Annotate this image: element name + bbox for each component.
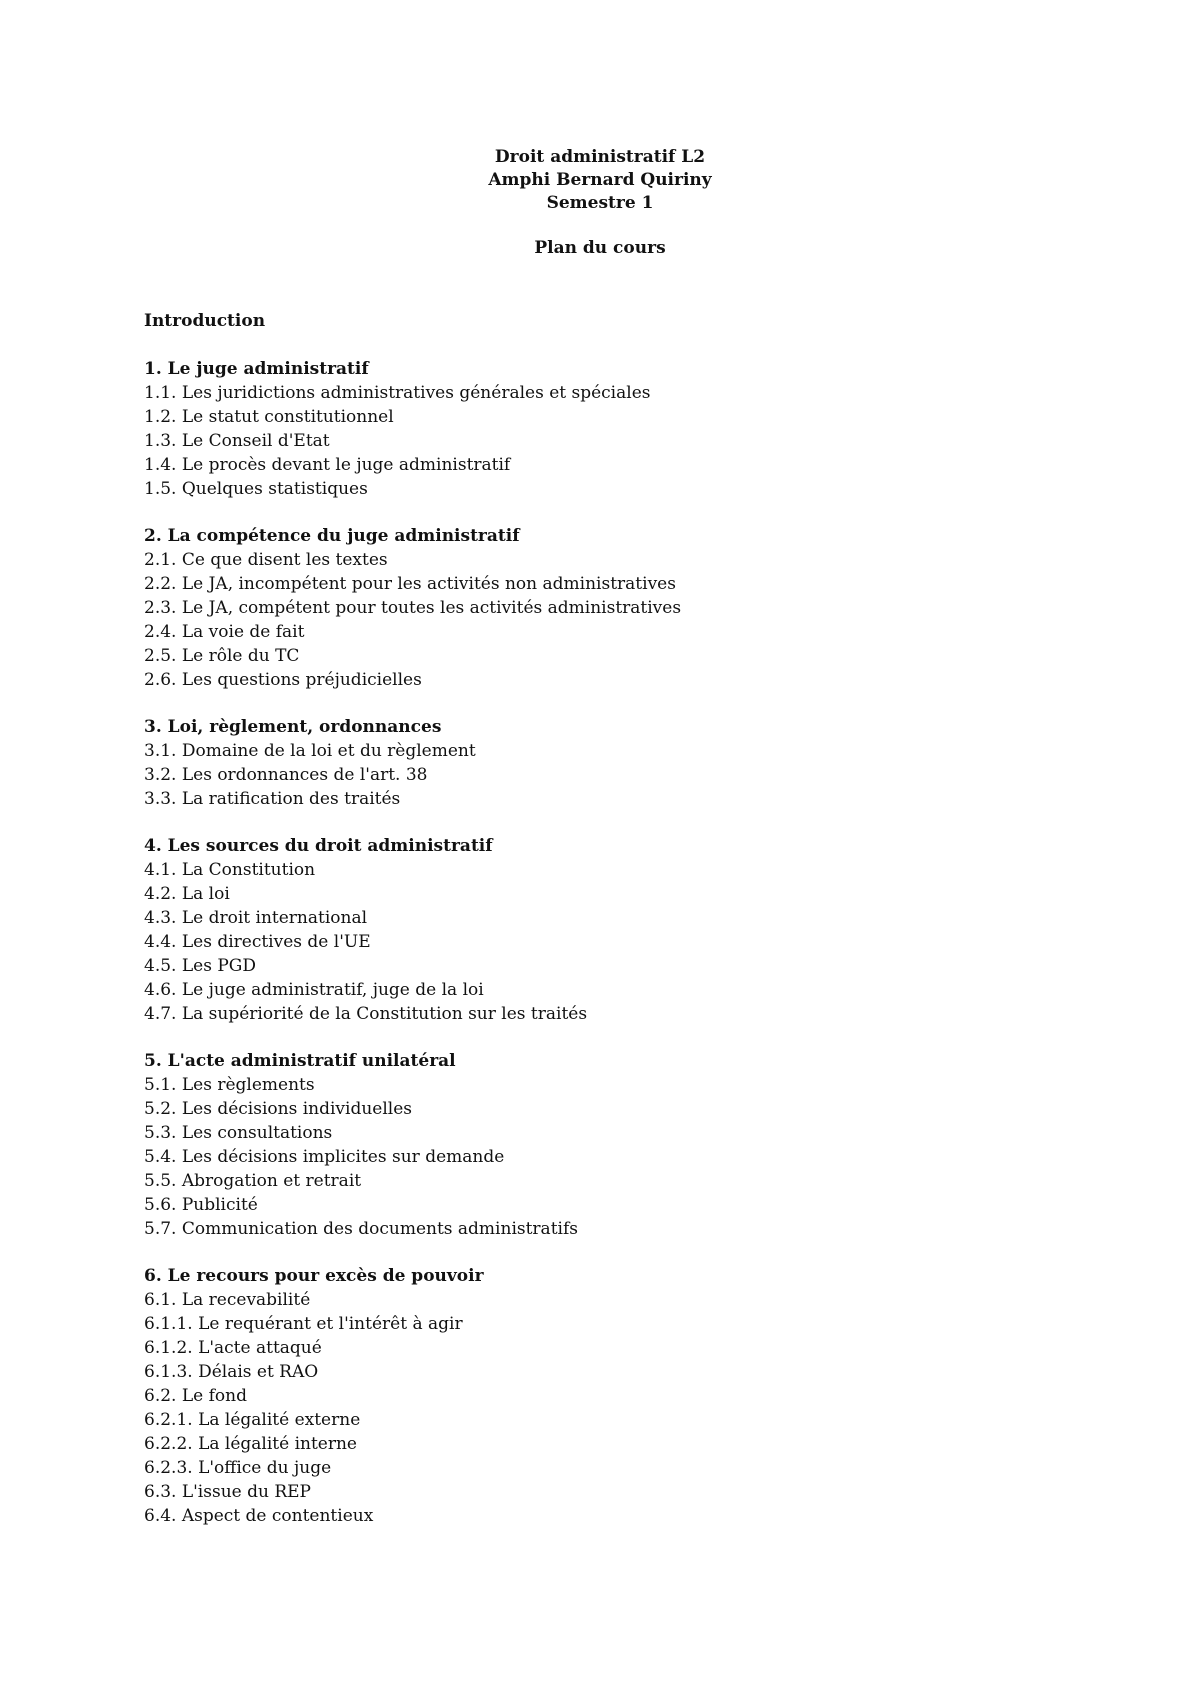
section-title: 4. Les sources du droit administratif (144, 836, 493, 856)
outline-item: 2.5. Le rôle du TC (144, 646, 300, 666)
outline-item: 3.3. La ratification des traités (144, 789, 401, 809)
section-title: 3. Loi, règlement, ordonnances (144, 717, 442, 737)
section-2 (144, 524, 1044, 692)
section-title: 1. Le juge administratif (144, 359, 369, 379)
outline-item: 2.6. Les questions préjudicielles (144, 670, 422, 690)
course-title: Droit administratif L2 (494, 147, 706, 167)
outline-item: 5.7. Communication des documents administratifs (144, 1219, 578, 1239)
outline-item: 5.1. Les règlements (144, 1075, 315, 1095)
outline-item: 1.1. Les juridictions administratives générales et spéciales (144, 383, 651, 403)
outline-item: 6.2.1. La légalité externe (144, 1410, 361, 1430)
section-3 (144, 715, 1044, 811)
outline-item: 6.4. Aspect de contentieux (144, 1506, 374, 1526)
outline-item: 3.2. Les ordonnances de l'art. 38 (144, 765, 428, 785)
outline-item: 2.2. Le JA, incompétent pour les activités non administratives (144, 574, 676, 594)
section-title: 5. L'acte administratif unilatéral (144, 1051, 456, 1071)
outline-item: 5.2. Les décisions individuelles (144, 1099, 412, 1119)
outline-item: 3.1. Domaine de la loi et du règlement (144, 741, 476, 761)
outline-item: 6.1.3. Délais et RAO (144, 1362, 319, 1382)
section-5 (144, 1049, 1044, 1241)
outline-item: 4.6. Le juge administratif, juge de la loi (144, 980, 484, 1000)
section-title: 2. La compétence du juge administratif (144, 526, 520, 546)
semester-line: Semestre 1 (546, 193, 654, 213)
introduction-heading: Introduction (144, 311, 266, 331)
document-header (0, 145, 1200, 260)
outline-item: 1.3. Le Conseil d'Etat (144, 431, 330, 451)
outline-item: 4.5. Les PGD (144, 956, 256, 976)
outline-item: 5.5. Abrogation et retrait (144, 1171, 362, 1191)
outline-item: 1.5. Quelques statistiques (144, 479, 368, 499)
lecturer-line: Amphi Bernard Quiriny (488, 170, 712, 190)
outline-item: 6.1.1. Le requérant et l'intérêt à agir (144, 1314, 463, 1334)
outline-item: 5.4. Les décisions implicites sur demande (144, 1147, 505, 1167)
outline-body (144, 309, 1044, 1551)
outline-item: 2.3. Le JA, compétent pour toutes les activités administratives (144, 598, 682, 618)
outline-item: 6.1.2. L'acte attaqué (144, 1338, 322, 1358)
outline-item: 4.3. Le droit international (144, 908, 368, 928)
outline-item: 4.7. La supériorité de la Constitution sur les traités (144, 1004, 588, 1024)
section-6 (144, 1264, 1044, 1528)
outline-item: 6.2.2. La légalité interne (144, 1434, 357, 1454)
section-1 (144, 357, 1044, 501)
outline-item: 4.1. La Constitution (144, 860, 316, 880)
outline-item: 1.2. Le statut constitutionnel (144, 407, 394, 427)
outline-item: 2.1. Ce que disent les textes (144, 550, 388, 570)
outline-item: 2.4. La voie de fait (144, 622, 305, 642)
outline-item: 4.2. La loi (144, 884, 230, 904)
outline-item: 6.3. L'issue du REP (144, 1482, 311, 1502)
outline-item: 5.6. Publicité (144, 1195, 258, 1215)
outline-item: 1.4. Le procès devant le juge administratif (144, 455, 511, 475)
section-title: 6. Le recours pour excès de pouvoir (144, 1266, 484, 1286)
outline-item: 5.3. Les consultations (144, 1123, 333, 1143)
outline-item: 4.4. Les directives de l'UE (144, 932, 371, 952)
section-4 (144, 834, 1044, 1026)
plan-heading: Plan du cours (534, 238, 666, 258)
outline-item: 6.1. La recevabilité (144, 1290, 311, 1310)
outline-item: 6.2. Le fond (144, 1386, 247, 1406)
outline-item: 6.2.3. L'office du juge (144, 1458, 332, 1478)
